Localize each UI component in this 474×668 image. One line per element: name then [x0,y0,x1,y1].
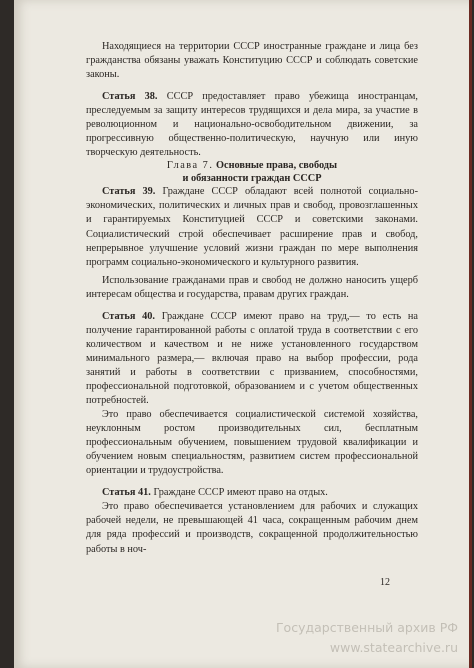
article-41-text: Граждане СССР имеют право на отдых. [150,487,328,499]
chapter-heading [86,160,418,185]
article-40-paragraph-2: Это право обеспечивается социалистической системой хозяйства, неуклонным ростом производительных сил, бесплатным профессиональным обучением, повышением трудовой квалификации и обучением новым специальностям, развитием систем профессиональной ориентации и трудоустройства. [86,409,418,477]
archive-watermark-url: www.statearchive.ru [329,640,458,655]
article-40 [86,310,418,408]
article-39-paragraph-2: Использование гражданами прав и свобод не должно наносить ущерб интересам общества и государства, правам других граждан. [86,274,418,300]
book-spine-edge [469,0,472,668]
chapter-title-line2: и обязанности граждан СССР [182,172,322,184]
article-38-label: Статья 38. [102,91,158,103]
article-41-paragraph-2: Это право обеспечивается установлением для рабочих и служащих рабочей недели, не превышающей 41 часа, сокращенным рабочим днем для ряда профессий и производств, сокращенной продолжительностью работы в ноч- [86,501,418,555]
article-38-text: СССР предоставляет право убежища иностранцам, преследуемым за защиту интересов трудящихся и дела мира, за участие в революционном и национально-освободительном движении, за прогрессивную общественно-политическую, научную или иную творческую деятельность. [86,91,418,159]
chapter-prefix: Глава 7. [166,160,214,172]
chapter-title-line1: Основные права, свободы [215,160,338,172]
article-38 [86,90,418,160]
article-41-label: Статья 41. [102,487,151,499]
page-number: 12 [380,577,390,588]
document-page [14,0,472,668]
article-39 [86,185,418,269]
article-39-label: Статья 39. [102,186,156,198]
archive-watermark-title: Государственный архив РФ [275,620,458,635]
article-41 [86,486,418,500]
article-40-label: Статья 40. [102,310,156,322]
page-text [86,40,418,557]
paragraph-foreigners: Находящиеся на территории СССР иностранные граждане и лица без гражданства обязаны уважать Конституцию СССР и соблюдать советские законы. [86,41,418,81]
article-40-text: Граждане СССР имеют право на труд,— то есть на получение гарантированной работы с оплатой труда в соответствии с его количеством и качеством и не ниже установленного государством минимального размера,— включая право на выбор профессии, рода занятий и работы в соответствии с призванием, способностями, профессиональной подготовкой, образованием и с учетом общественных потребностей. [86,310,418,407]
article-39-text: Граждане СССР обладают всей полнотой социально-экономических, политических и личных прав и свобод, провозглашенных и гарантируемых Конституцией СССР и советскими законами. Социалистический строй обеспечивает расширение прав и свобод, непрерывное улучшение условий жизни граждан по мере выполнения программ социально-экономического и культурного развития. [86,186,418,268]
